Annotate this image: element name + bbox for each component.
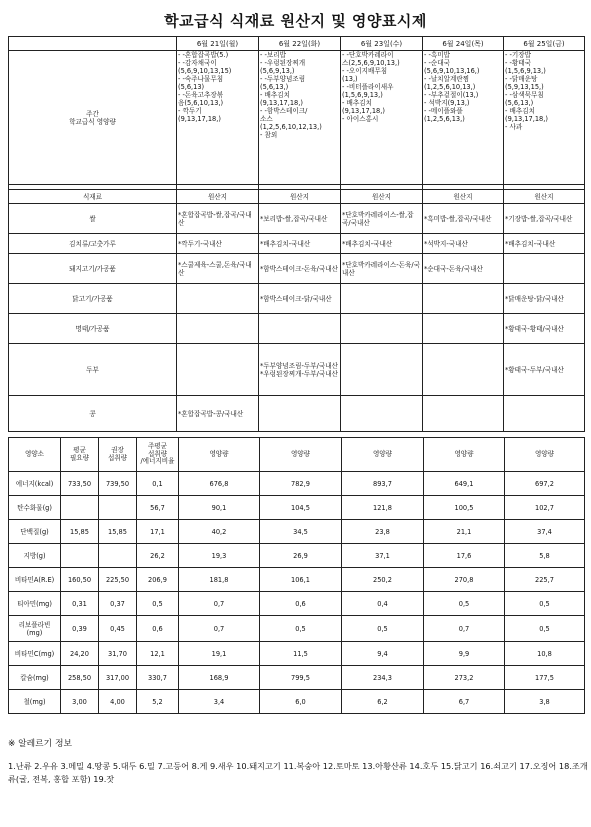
nutrient-name: 비타민A(R.E) (9, 568, 61, 592)
nutrition-header-cell: 영양량 (342, 438, 424, 472)
origin-header-cell: 원산지 (341, 190, 423, 204)
nutrient-value: 0,5 (342, 616, 424, 642)
origin-cell: *흑미밥-쌀,잡곡/국내산 (423, 204, 504, 234)
origin-row-label: 쌀 (9, 204, 177, 234)
nutrient-name: 칼슘(mg) (9, 666, 61, 690)
nutrient-value: 0,4 (342, 592, 424, 616)
nutrient-value: 26,2 (137, 544, 179, 568)
origin-header-cell: 원산지 (504, 190, 585, 204)
menu-text: - -보리밥 - -우렁된장찌개 (5,6,9,13,) - -두부양념조림 (5,6,13,) - 배추김치 (9,13,17,18,) - -함박스테이크/ 소스 (1,2,5,6,10,12,13,) - 참외 (260, 51, 322, 139)
nutrition-header-row (9, 438, 585, 472)
origin-cell (341, 344, 423, 396)
nutrient-value: 6,7 (424, 690, 505, 714)
nutrient-name: 단백질(g) (9, 520, 61, 544)
menu-text: - -혼합잡곡밥(5.) - -감자채국이 (5,6,9,10,13,15) - -숙주나물무침 (5,6,13) - -돈육고추장볶 음(5,6,10,13,) - 깍두기 (9,13,17,18,) (178, 51, 232, 123)
nutrient-value: 21,1 (424, 520, 505, 544)
origin-cell: *기장밥-쌀,잡곡/국내산 (504, 204, 585, 234)
nutrient-value: 102,7 (505, 496, 585, 520)
nutrient-value: 106,1 (260, 568, 342, 592)
nutrient-value: 317,00 (99, 666, 137, 690)
nutrient-name: 비타민C(mg) (9, 642, 61, 666)
origin-cell: *스쿨제육-스쿨,돈육/국내산 (177, 254, 259, 284)
nutrient-value: 168,9 (179, 666, 260, 690)
origin-cell (259, 396, 341, 432)
menu-cell (341, 51, 423, 185)
nutrition-row (9, 496, 585, 520)
origin-header-cell: 원산지 (423, 190, 504, 204)
origin-cell (177, 344, 259, 396)
nutrient-value (61, 496, 99, 520)
day-header: 6월 24일(목) (423, 37, 504, 51)
page-title: 학교급식 식재료 원산지 및 영양표시제 (164, 12, 427, 30)
nutrient-value: 0,31 (61, 592, 99, 616)
origin-cell: *황태국-두부/국내산 (504, 344, 585, 396)
nutrient-name: 에너지(kcal) (9, 472, 61, 496)
origin-cell: *함박스테이크-닭/국내산 (259, 284, 341, 314)
origin-cell (504, 396, 585, 432)
nutrition-header-cell: 영양소 (9, 438, 61, 472)
origin-cell (259, 314, 341, 344)
nutrient-value: 0,37 (99, 592, 137, 616)
header-corner (9, 37, 177, 51)
nutrient-value: 5,8 (505, 544, 585, 568)
nutrient-name: 탄수화물(g) (9, 496, 61, 520)
origin-cell (341, 396, 423, 432)
origin-cell (423, 344, 504, 396)
nutrient-value: 100,5 (424, 496, 505, 520)
origin-cell: *두부양념조림-두부/국내산 *우렁된장찌개-두부/국내산 (259, 344, 341, 396)
origin-row-label: 두부 (9, 344, 177, 396)
nutrient-value: 270,8 (424, 568, 505, 592)
nutrition-header-cell: 영양량 (179, 438, 260, 472)
menu-row (9, 51, 585, 185)
nutrient-value: 37,1 (342, 544, 424, 568)
origin-row (9, 204, 585, 234)
nutrition-row (9, 520, 585, 544)
origin-cell (177, 284, 259, 314)
nutrition-row (9, 568, 585, 592)
date-header-row (9, 37, 585, 51)
nutrient-value: 739,50 (99, 472, 137, 496)
day-header: 6월 22일(화) (259, 37, 341, 51)
allergy-title: ※ 알레르기 정보 (8, 739, 72, 749)
nutrition-table (8, 437, 585, 714)
origin-cell: *보리밥-쌀,잡곡/국내산 (259, 204, 341, 234)
nutrient-value: 0,45 (99, 616, 137, 642)
origin-cell: *배추김치-국내산 (259, 234, 341, 254)
nutrient-value: 893,7 (342, 472, 424, 496)
origin-row-label: 콩 (9, 396, 177, 432)
nutrient-value: 19,3 (179, 544, 260, 568)
menu-text: - -흑미밥 - -순대국 (5,6,9,10,13,16,) - -날치알계란찜 (1,2,5,6,10,13,) - -부추겉절이(13,) - 석박지(9,13,) - -메이플와플 (1,2,5,6,13,) (424, 51, 480, 123)
nutrient-value: 0,5 (137, 592, 179, 616)
origin-cell (341, 284, 423, 314)
nutrient-value: 104,5 (260, 496, 342, 520)
nutrient-value: 6,2 (342, 690, 424, 714)
day-header: 6월 23일(수) (341, 37, 423, 51)
nutrition-header-cell: 주평균 섭취량 /에너지비율 (137, 438, 179, 472)
nutrient-value: 3,8 (505, 690, 585, 714)
nutrient-name: 지방(g) (9, 544, 61, 568)
nutrient-value: 3,00 (61, 690, 99, 714)
nutrient-value (61, 544, 99, 568)
nutrient-value: 799,5 (260, 666, 342, 690)
nutrient-value: 177,5 (505, 666, 585, 690)
nutrient-value: 4,00 (99, 690, 137, 714)
nutrient-value: 40,2 (179, 520, 260, 544)
menu-cell (504, 51, 585, 185)
nutrient-value: 12,1 (137, 642, 179, 666)
nutrient-value: 649,1 (424, 472, 505, 496)
origin-cell: *순대국-돈육/국내산 (423, 254, 504, 284)
nutrition-body (9, 472, 585, 714)
nutrient-value: 782,9 (260, 472, 342, 496)
origin-cell: *배추김치-국내산 (341, 234, 423, 254)
nutrition-row (9, 472, 585, 496)
nutrient-value: 160,50 (61, 568, 99, 592)
nutrient-value: 121,8 (342, 496, 424, 520)
nutrient-value: 0,6 (137, 616, 179, 642)
nutrient-value: 0,5 (424, 592, 505, 616)
nutrient-value: 15,85 (61, 520, 99, 544)
origin-cell (504, 254, 585, 284)
nutrient-value: 5,2 (137, 690, 179, 714)
origin-cell (341, 314, 423, 344)
origin-cell: *함박스테이크-돈육/국내산 (259, 254, 341, 284)
nutrient-value: 733,50 (61, 472, 99, 496)
menu-text: - -기장밥 - -황태국 (1,5,6,9,13,) - -닭매운탕 (5,9,13,15,) - -삼색묵무침 (5,6,13,) - 배추김치 (9,13,17,18,) - 사과 (505, 51, 548, 131)
nutrition-row (9, 642, 585, 666)
nutrition-header-cell: 평균 필요량 (61, 438, 99, 472)
origin-row (9, 234, 585, 254)
nutrient-value: 31,70 (99, 642, 137, 666)
nutrient-value: 0,39 (61, 616, 99, 642)
nutrient-value: 23,8 (342, 520, 424, 544)
nutrient-value: 34,5 (260, 520, 342, 544)
nutrition-row (9, 666, 585, 690)
origin-row (9, 314, 585, 344)
origin-cell (177, 314, 259, 344)
origin-cell (423, 314, 504, 344)
nutrient-value: 676,8 (179, 472, 260, 496)
nutrient-value: 26,9 (260, 544, 342, 568)
menu-cell (177, 51, 259, 185)
nutrient-value: 24,20 (61, 642, 99, 666)
nutrient-value: 9,9 (424, 642, 505, 666)
nutrient-value: 56,7 (137, 496, 179, 520)
origin-cell: *혼합잡곡밥-쌀,잡곡/국내산 (177, 204, 259, 234)
origin-cell: *황태국-황태/국내산 (504, 314, 585, 344)
menu-cell (423, 51, 504, 185)
nutrient-value: 17,1 (137, 520, 179, 544)
nutrition-row (9, 544, 585, 568)
origin-cell: *혼합잡곡밥-콩/국내산 (177, 396, 259, 432)
nutrition-header-cell: 영양량 (424, 438, 505, 472)
nutrient-value: 0,5 (260, 616, 342, 642)
nutrient-value: 0,7 (179, 592, 260, 616)
origin-cell: *배추김치-국내산 (504, 234, 585, 254)
nutrient-value: 181,8 (179, 568, 260, 592)
nutrition-row (9, 616, 585, 642)
nutrition-header-cell: 영양량 (260, 438, 342, 472)
nutrition-header-cell: 권장 섭취량 (99, 438, 137, 472)
menu-cell (259, 51, 341, 185)
nutrition-header-cell: 영양량 (505, 438, 585, 472)
nutrient-value: 15,85 (99, 520, 137, 544)
origin-cell: *단호박카레라이스-돈육/국내산 (341, 254, 423, 284)
origin-header-cell: 원산지 (259, 190, 341, 204)
nutrient-value: 250,2 (342, 568, 424, 592)
origin-cell: *깍두기-국내산 (177, 234, 259, 254)
origin-header-row (9, 190, 585, 204)
origin-row (9, 254, 585, 284)
nutrient-value: 0,7 (424, 616, 505, 642)
nutrient-value: 37,4 (505, 520, 585, 544)
nutrient-value: 3,4 (179, 690, 260, 714)
nutrient-name: 티아민(mg) (9, 592, 61, 616)
origin-header-cell: 원산지 (177, 190, 259, 204)
nutrient-value: 0,5 (505, 616, 585, 642)
nutrition-row (9, 592, 585, 616)
menu-text: - -단호박카레라이 스(2,5,6,9,10,13,) - -오이지배무침 (13,) - -비터플라이새우 (1,5,6,9,13,) - 배추김치 (9,13,17,18,) - 아이스홍시 (342, 51, 400, 123)
nutrient-value: 11,5 (260, 642, 342, 666)
nutrition-row (9, 690, 585, 714)
nutrient-value: 330,7 (137, 666, 179, 690)
day-header: 6월 25일(금) (504, 37, 585, 51)
origin-cell: *닭매운탕-닭/국내산 (504, 284, 585, 314)
nutrient-value: 0,1 (137, 472, 179, 496)
nutrient-value: 225,7 (505, 568, 585, 592)
origin-row (9, 284, 585, 314)
nutrient-value: 258,50 (61, 666, 99, 690)
origin-row-label: 돼지고기/가공품 (9, 254, 177, 284)
nutrient-value (99, 544, 137, 568)
origin-cell: *단호박카레라이스-쌀,잡곡/국내산 (341, 204, 423, 234)
nutrient-value: 19,1 (179, 642, 260, 666)
nutrient-value: 225,50 (99, 568, 137, 592)
origin-row (9, 344, 585, 396)
origin-cell: *석박지-국내산 (423, 234, 504, 254)
nutrient-value (99, 496, 137, 520)
nutrient-value: 0,5 (505, 592, 585, 616)
origin-row-label: 명태/가공품 (9, 314, 177, 344)
origin-cell (423, 284, 504, 314)
nutrient-value: 17,6 (424, 544, 505, 568)
origin-row (9, 396, 585, 432)
menu-row-label: 주간 학교급식 영양량 (9, 51, 177, 185)
nutrient-value: 234,3 (342, 666, 424, 690)
nutrient-value: 10,8 (505, 642, 585, 666)
origin-cell (423, 396, 504, 432)
origin-row-label: 김치류/고춧가루 (9, 234, 177, 254)
origin-header-label: 식재료 (9, 190, 177, 204)
nutrient-value: 6,0 (260, 690, 342, 714)
nutrient-value: 9,4 (342, 642, 424, 666)
nutrient-value: 0,6 (260, 592, 342, 616)
nutrient-name: 리보플라빈 (mg) (9, 616, 61, 642)
nutrient-value: 697,2 (505, 472, 585, 496)
nutrient-name: 철(mg) (9, 690, 61, 714)
nutrient-value: 0,7 (179, 616, 260, 642)
menu-origin-table (8, 36, 585, 432)
nutrient-value: 273,2 (424, 666, 505, 690)
day-header: 6월 21일(월) (177, 37, 259, 51)
nutrient-value: 90,1 (179, 496, 260, 520)
origin-row-label: 닭고기/가공품 (9, 284, 177, 314)
nutrient-value: 206,9 (137, 568, 179, 592)
allergy-list: 1.난류 2.우유 3.메밀 4.땅콩 5.대두 6.밀 7.고등어 8.게 9.새우 10.돼지고기 11.복숭아 12.토마토 13.아황산류 14.호두 15.닭고기 16.쇠고기 17.오징어 18.조개류(굴, 전복, 홍합 포함) 19.잣 (8, 761, 588, 784)
